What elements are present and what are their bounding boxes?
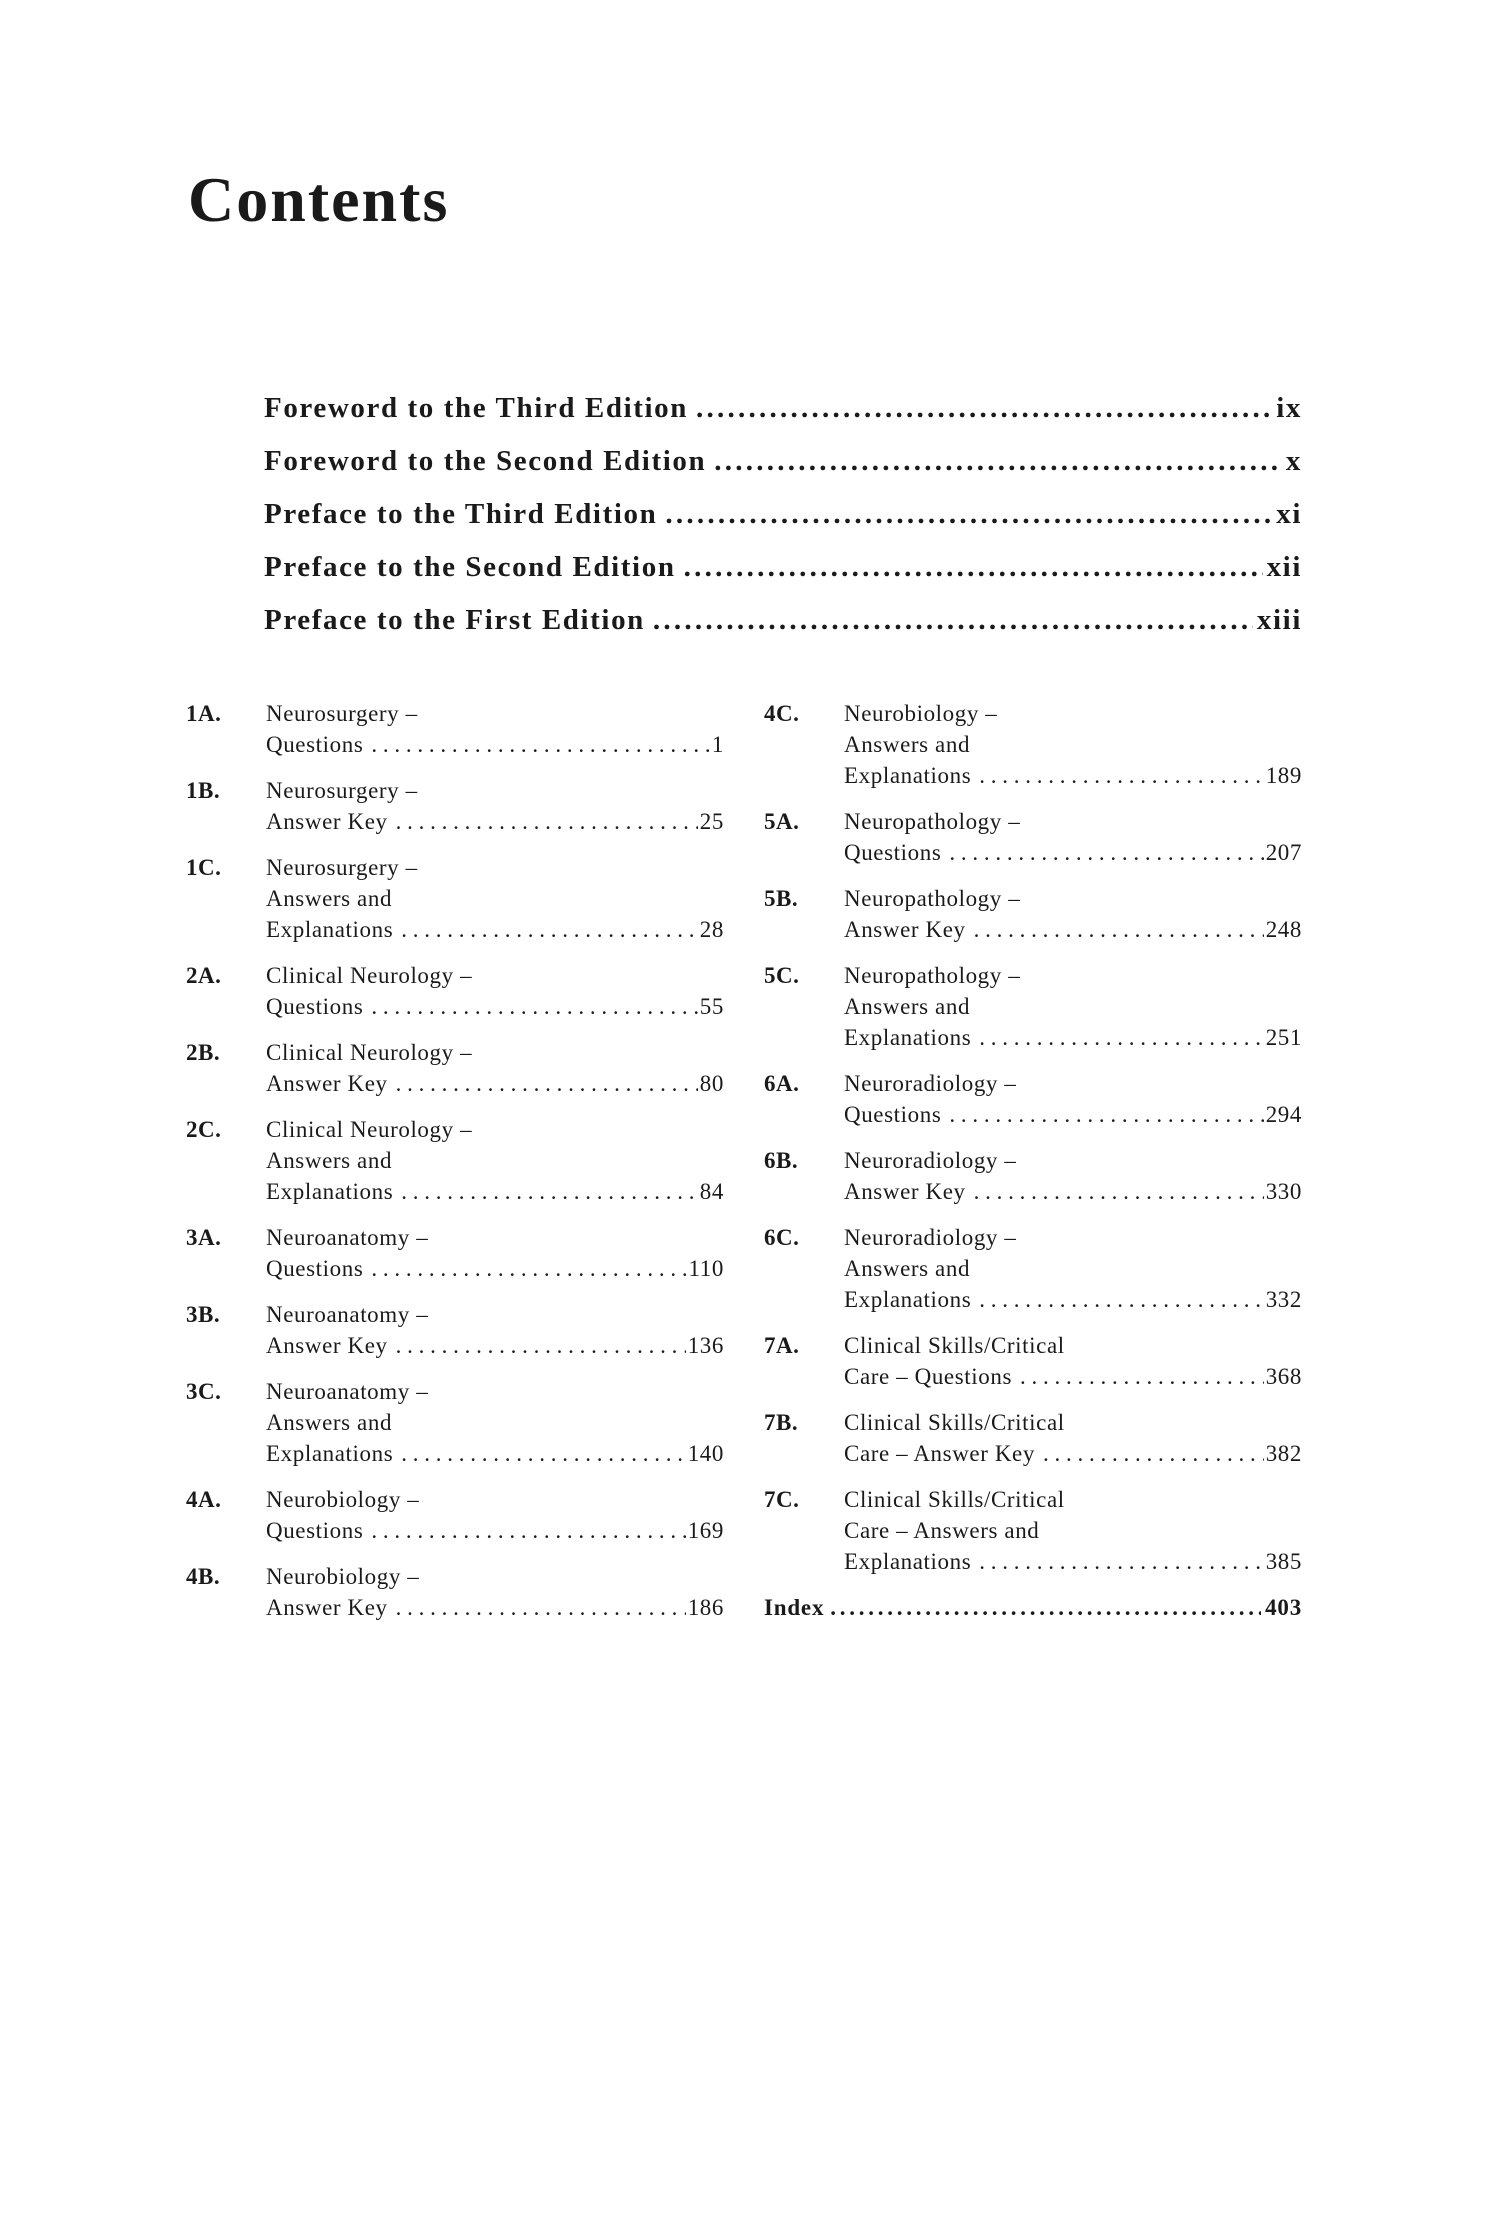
chapter-title-block	[844, 883, 1302, 945]
dot-leader	[1043, 1438, 1264, 1469]
chapter-title-block	[844, 1145, 1302, 1207]
chapter-title-line: Clinical Neurology –	[266, 1117, 473, 1142]
page-number: 368	[1265, 1364, 1302, 1389]
page-number: 189	[1265, 763, 1302, 788]
toc-entry-preface-third[interactable]	[264, 498, 1302, 551]
chapter-title-line: Neuroanatomy –	[266, 1379, 429, 1404]
chapter-last-line	[844, 1099, 1302, 1130]
chapter-title-line: Neurosurgery –	[266, 855, 418, 880]
toc-entry-chapter[interactable]	[186, 1561, 724, 1623]
chapter-title-line: Answers and	[266, 886, 393, 911]
toc-entry-index[interactable]	[764, 1592, 1302, 1623]
chapter-list-left	[186, 698, 724, 1638]
toc-entry-chapter[interactable]	[186, 1037, 724, 1099]
dot-leader	[949, 837, 1263, 868]
page-number: 186	[687, 1595, 724, 1620]
chapter-code: 4C.	[764, 701, 800, 726]
toc-entry-foreword-second[interactable]	[264, 445, 1302, 498]
chapter-code: 7C.	[764, 1487, 800, 1512]
page-number: ix	[1276, 392, 1302, 424]
chapter-last-line	[844, 760, 1302, 791]
page-number: 207	[1265, 840, 1302, 865]
chapter-title-line: Neurobiology –	[266, 1564, 420, 1589]
toc-entry-chapter[interactable]	[186, 775, 724, 837]
chapter-code: 7A.	[764, 1333, 800, 1358]
chapter-title-line: Answers and	[844, 732, 971, 757]
chapter-title-block	[266, 1484, 724, 1546]
chapter-title-line: Neuroanatomy –	[266, 1225, 429, 1250]
chapter-last-line	[844, 914, 1302, 945]
page-number: 84	[699, 1179, 724, 1204]
dot-leader	[665, 498, 1272, 531]
chapter-title-block	[844, 960, 1302, 1053]
chapter-title-line: Neurobiology –	[266, 1487, 420, 1512]
chapter-title-line: Questions	[266, 1518, 364, 1543]
chapter-title-block	[844, 806, 1302, 868]
dot-leader	[396, 1592, 686, 1623]
chapter-title-line: Answer Key	[844, 1179, 966, 1204]
toc-entry-chapter[interactable]	[764, 806, 1302, 868]
page-number: 248	[1265, 917, 1302, 942]
toc-entry-chapter[interactable]	[764, 1407, 1302, 1469]
chapter-last-line	[266, 1330, 724, 1361]
toc-entry-foreword-third[interactable]	[264, 392, 1302, 445]
chapter-title-line: Answers and	[844, 994, 971, 1019]
chapter-code: 5A.	[764, 809, 800, 834]
dot-leader	[974, 1176, 1264, 1207]
dot-leader	[401, 1438, 685, 1469]
chapter-title-block	[266, 1376, 724, 1469]
chapter-title-block	[266, 698, 724, 760]
chapter-last-line	[844, 1176, 1302, 1207]
chapter-last-line	[266, 1592, 724, 1623]
chapter-last-line	[266, 1438, 724, 1469]
chapter-title-line: Answer Key	[844, 917, 966, 942]
chapter-last-line	[844, 837, 1302, 868]
page-number: 80	[699, 1071, 724, 1096]
page-number: 169	[687, 1518, 724, 1543]
chapter-title-line: Clinical Skills/Critical	[844, 1487, 1065, 1512]
chapter-title-block	[844, 1484, 1302, 1577]
page-number: 403	[1265, 1595, 1302, 1620]
dot-leader	[396, 1330, 686, 1361]
chapter-last-line	[266, 914, 724, 945]
chapter-last-line	[844, 1022, 1302, 1053]
chapter-title-block	[266, 1037, 724, 1099]
entry-title: Preface to the Third Edition	[264, 498, 658, 530]
chapter-title-line: Explanations	[844, 1025, 972, 1050]
chapter-last-line	[844, 1284, 1302, 1315]
chapter-title-line: Clinical Neurology –	[266, 1040, 473, 1065]
chapter-title-line: Neuropathology –	[844, 886, 1021, 911]
entry-title: Preface to the First Edition	[264, 604, 645, 636]
chapter-title-line: Care – Questions	[844, 1364, 1013, 1389]
dot-leader	[371, 1253, 686, 1284]
dot-leader	[949, 1099, 1263, 1130]
chapter-title-line: Neuroradiology –	[844, 1225, 1017, 1250]
chapter-last-line	[266, 1253, 724, 1284]
chapter-title-line: Neurosurgery –	[266, 778, 418, 803]
chapter-code: 3C.	[186, 1379, 222, 1404]
page-number: 382	[1265, 1441, 1302, 1466]
chapter-title-block	[266, 1222, 724, 1284]
chapter-title-line: Clinical Skills/Critical	[844, 1333, 1065, 1358]
toc-entry-chapter[interactable]	[764, 1068, 1302, 1130]
entry-title: Foreword to the Third Edition	[264, 392, 688, 424]
page-number: xii	[1266, 551, 1302, 583]
chapter-title-block	[844, 1330, 1302, 1392]
chapter-list-right	[764, 698, 1302, 1623]
chapter-code: 1A.	[186, 701, 222, 726]
toc-entry-chapter[interactable]	[186, 960, 724, 1022]
chapter-title-line: Questions	[266, 994, 364, 1019]
dot-leader	[396, 1068, 698, 1099]
dot-leader	[396, 806, 698, 837]
chapter-title-line: Explanations	[844, 1549, 972, 1574]
chapter-title-line: Answer Key	[266, 1333, 388, 1358]
page-number: 1	[711, 732, 724, 757]
dot-leader	[401, 914, 698, 945]
page-number: 136	[687, 1333, 724, 1358]
dot-leader	[684, 551, 1263, 584]
chapter-title-line: Neurosurgery –	[266, 701, 418, 726]
page-number: 332	[1265, 1287, 1302, 1312]
page-title: Contents	[188, 164, 450, 235]
toc-entry-chapter[interactable]	[186, 852, 724, 945]
chapter-title-line: Answers and	[266, 1148, 393, 1173]
dot-leader	[401, 1176, 698, 1207]
chapter-title-line: Explanations	[266, 1441, 394, 1466]
chapter-code: 4A.	[186, 1487, 222, 1512]
entry-title: Foreword to the Second Edition	[264, 445, 707, 477]
chapter-title-line: Explanations	[266, 917, 394, 942]
toc-entry-chapter[interactable]	[186, 1299, 724, 1361]
chapter-title-line: Neuroradiology –	[844, 1071, 1017, 1096]
front-matter-list	[264, 392, 1302, 657]
chapter-code: 6A.	[764, 1071, 800, 1096]
chapter-last-line	[844, 1546, 1302, 1577]
chapter-title-line: Questions	[266, 732, 364, 757]
chapter-code: 1C.	[186, 855, 222, 880]
chapter-title-block	[266, 852, 724, 945]
toc-entry-chapter[interactable]	[764, 883, 1302, 945]
page-number: xi	[1276, 498, 1302, 530]
chapter-last-line	[266, 1515, 724, 1546]
chapter-title-block	[266, 1299, 724, 1361]
chapter-last-line	[844, 1438, 1302, 1469]
chapter-title-line: Neurobiology –	[844, 701, 998, 726]
chapter-last-line	[266, 1068, 724, 1099]
chapter-last-line	[266, 806, 724, 837]
toc-entry-chapter[interactable]	[764, 1145, 1302, 1207]
toc-entry-chapter[interactable]	[186, 1114, 724, 1207]
chapter-title-line: Care – Answer Key	[844, 1441, 1035, 1466]
toc-entry-preface-second[interactable]	[264, 551, 1302, 604]
toc-entry-chapter[interactable]	[186, 1222, 724, 1284]
chapter-title-block	[266, 1114, 724, 1207]
chapter-last-line	[266, 729, 724, 760]
chapter-title-line: Explanations	[844, 763, 972, 788]
chapter-title-block	[844, 1222, 1302, 1315]
dot-leader	[371, 729, 709, 760]
page-number: 110	[688, 1256, 724, 1281]
entry-title: Preface to the Second Edition	[264, 551, 676, 583]
dot-leader	[1020, 1361, 1264, 1392]
chapter-code: 1B.	[186, 778, 221, 803]
page-number: 294	[1265, 1102, 1302, 1127]
chapter-last-line	[266, 991, 724, 1022]
page-number: 55	[699, 994, 724, 1019]
chapter-code: 4B.	[186, 1564, 221, 1589]
page-number: 28	[699, 917, 724, 942]
chapter-title-line: Questions	[844, 1102, 942, 1127]
chapter-title-line: Neuroradiology –	[844, 1148, 1017, 1173]
page-number: xiii	[1256, 604, 1302, 636]
chapter-title-line: Neuroanatomy –	[266, 1302, 429, 1327]
chapter-code: 5C.	[764, 963, 800, 988]
dot-leader	[974, 914, 1264, 945]
page-number: 140	[687, 1441, 724, 1466]
dot-leader	[696, 392, 1272, 425]
chapter-title-line: Clinical Neurology –	[266, 963, 473, 988]
chapter-code: 2A.	[186, 963, 222, 988]
chapter-title-line: Care – Answers and	[844, 1518, 1040, 1543]
chapter-title-line: Answer Key	[266, 1071, 388, 1096]
chapter-title-line: Explanations	[844, 1287, 972, 1312]
chapter-title-line: Neuropathology –	[844, 963, 1021, 988]
chapter-title-line: Explanations	[266, 1179, 394, 1204]
chapter-title-block	[844, 1407, 1302, 1469]
chapter-code: 2C.	[186, 1117, 222, 1142]
toc-entry-chapter[interactable]	[186, 1484, 724, 1546]
chapter-code: 3A.	[186, 1225, 222, 1250]
toc-entry-preface-first[interactable]	[264, 604, 1302, 657]
toc-entry-chapter[interactable]	[186, 1376, 724, 1469]
chapter-code: 6C.	[764, 1225, 800, 1250]
chapter-code: 5B.	[764, 886, 799, 911]
chapter-title-line: Neuropathology –	[844, 809, 1021, 834]
chapter-title-block	[266, 1561, 724, 1623]
toc-entry-chapter[interactable]	[764, 1222, 1302, 1315]
toc-entry-chapter[interactable]	[764, 960, 1302, 1053]
page-number: 330	[1265, 1179, 1302, 1204]
chapter-title-line: Answers and	[266, 1410, 393, 1435]
page-number: 385	[1265, 1549, 1302, 1574]
chapter-code: 3B.	[186, 1302, 221, 1327]
entry-title: Index	[764, 1595, 825, 1620]
chapter-title-line: Answer Key	[266, 1595, 388, 1620]
page-number: 251	[1265, 1025, 1302, 1050]
dot-leader	[371, 991, 697, 1022]
chapter-title-line: Questions	[844, 840, 942, 865]
toc-entry-chapter[interactable]	[186, 698, 724, 760]
chapter-title-line: Answer Key	[266, 809, 388, 834]
chapter-last-line	[266, 1176, 724, 1207]
chapter-last-line	[844, 1361, 1302, 1392]
chapter-title-block	[844, 698, 1302, 791]
chapter-title-line: Answers and	[844, 1256, 971, 1281]
page-number: 25	[699, 809, 724, 834]
chapter-title-line: Questions	[266, 1256, 364, 1281]
dot-leader	[979, 1284, 1263, 1315]
dot-leader	[830, 1592, 1261, 1623]
chapter-title-block	[266, 775, 724, 837]
dot-leader	[371, 1515, 685, 1546]
chapter-code: 2B.	[186, 1040, 221, 1065]
page-number: x	[1285, 445, 1302, 477]
chapter-title-line: Clinical Skills/Critical	[844, 1410, 1065, 1435]
toc-entry-chapter[interactable]	[764, 698, 1302, 791]
toc-entry-chapter[interactable]	[764, 1330, 1302, 1392]
chapter-code: 6B.	[764, 1148, 799, 1173]
chapter-title-block	[844, 1068, 1302, 1130]
dot-leader	[714, 445, 1282, 478]
dot-leader	[979, 760, 1263, 791]
dot-leader	[979, 1546, 1263, 1577]
chapter-code: 7B.	[764, 1410, 799, 1435]
chapter-title-block	[266, 960, 724, 1022]
dot-leader	[653, 604, 1253, 637]
toc-entry-chapter[interactable]	[764, 1484, 1302, 1577]
dot-leader	[979, 1022, 1263, 1053]
